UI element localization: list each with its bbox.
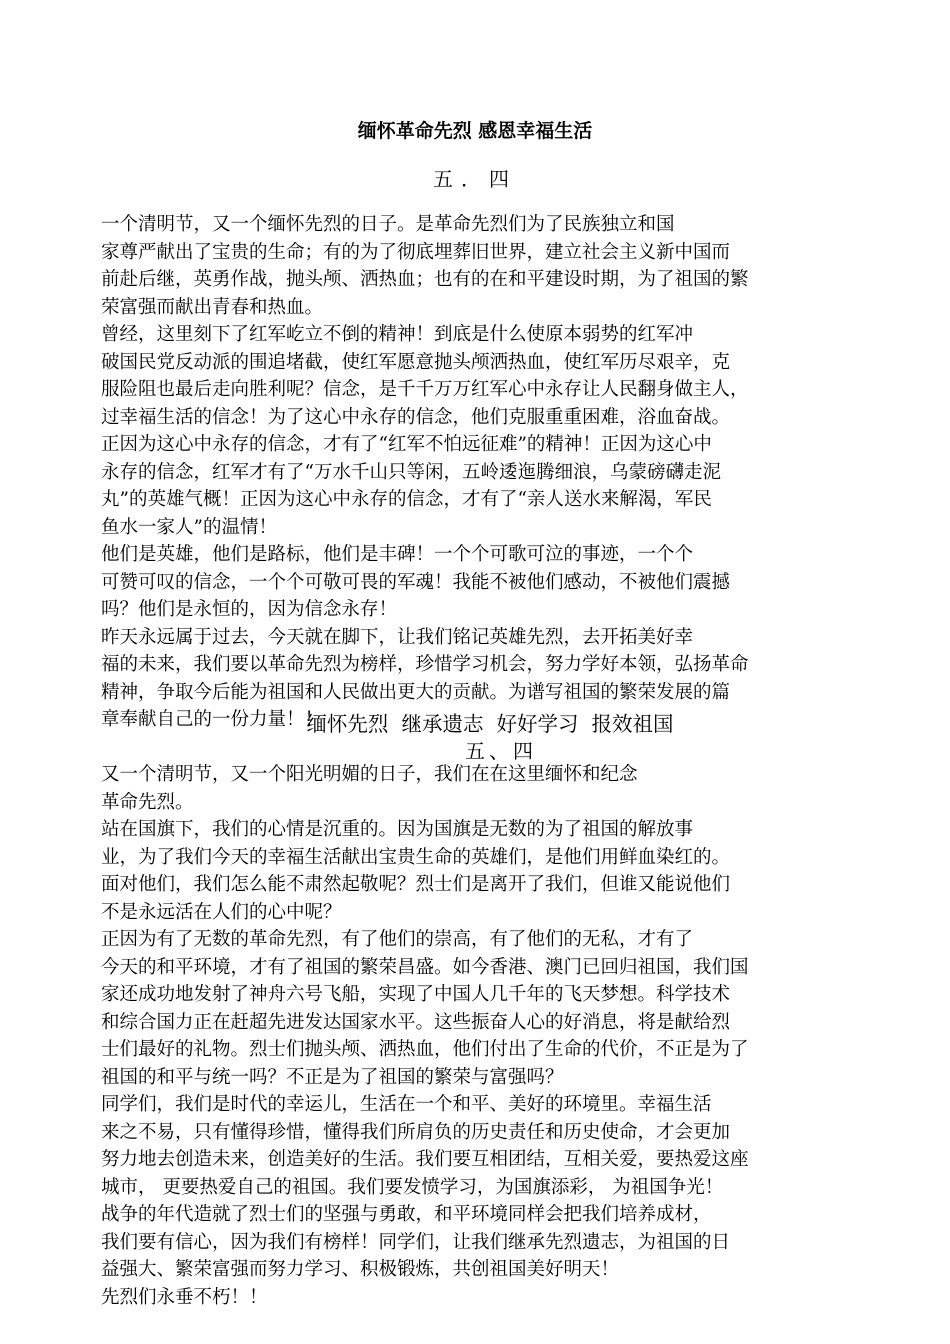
paragraph-line: 过幸福生活的信念！为了这心中永存的信念，他们克服重重困难，浴血奋战。	[101, 406, 731, 428]
paragraph-line: 同学们，我们是时代的幸运儿，生活在一个和平、美好的环境里。幸福生活	[101, 1094, 712, 1115]
paragraph-line: 先烈们永垂不朽！！	[101, 1286, 268, 1308]
paragraph-line: 家尊严献出了宝贵的生命；有的为了彻底埋葬旧世界，建立社会主义新中国而	[101, 241, 731, 263]
section1-body	[101, 211, 861, 734]
section1-subtitle: 五．四	[433, 167, 517, 191]
paragraph-line: 祖国的和平与统一吗？不正是为了祖国的繁荣与富强吗？	[101, 1066, 564, 1088]
paragraph-line: 和综合国力正在赶超先进发达国家水平。这些振奋人心的好消息，将是献给烈	[101, 1011, 731, 1033]
paragraph-line: 家还成功地发射了神舟六号飞船，实现了中国人几千年的飞天梦想。科学技术	[101, 984, 731, 1005]
paragraph-line: 不是永远活在人们的心中呢？	[101, 901, 342, 923]
section2-subtitle: 五、四	[465, 739, 537, 763]
paragraph-line: 面对他们，我们怎么能不肃然起敬呢？烈士们是离开了我们，但谁又能说他们	[101, 874, 731, 895]
paragraph-line: 鱼水一家人”的温情！	[101, 516, 277, 538]
paragraph-line: 今天的和平环境，才有了祖国的繁荣昌盛。如今香港、澳门已回归祖国，我们国	[101, 956, 749, 978]
paragraph-line: 永存的信念，红军才有了“万水千山只等闲，五岭逶迤腾细浪，乌蒙磅礴走泥	[101, 461, 721, 483]
paragraph-line: 可赞可叹的信念，一个个可敬可畏的军魂！我能不被他们感动，不被他们震撼	[101, 571, 731, 593]
paragraph-line: 来之不易，只有懂得珍惜，懂得我们所肩负的历史责任和历史使命，才会更加	[101, 1121, 731, 1143]
paragraph-line: 福的未来，我们要以革命先烈为榜样，珍惜学习机会，努力学好本领，弘扬革命	[101, 654, 749, 675]
paragraph-line: 荣富强而献出青春和热血。	[101, 296, 324, 318]
paragraph-line: 又一个清明节，又一个阳光明媚的日子，我们在在这里缅怀和纪念	[101, 764, 638, 785]
paragraph-line: 精神，争取今后能为祖国和人民做出更大的贡献。为谱写祖国的繁荣发展的篇	[101, 681, 731, 703]
paragraph-line: 益强大、繁荣富强而努力学习、积极锻炼，共创祖国美好明天！	[101, 1259, 620, 1280]
paragraph-line: 章奉献自己的一份力量！！	[101, 709, 324, 730]
paragraph-line: 他们是英雄，他们是路标，他们是丰碑！一个个可歌可泣的事迹，一个个	[101, 544, 694, 565]
paragraph-line: 正因为这心中永存的信念，才有了“红军不怕远征难”的精神！正因为这心中	[101, 434, 712, 455]
paragraph-line: 一个清明节，又一个缅怀先烈的日子。是革命先烈们为了民族独立和国	[101, 214, 675, 235]
paragraph-line: 士们最好的礼物。烈士们抛头颅、洒热血，他们付出了生命的代价，不正是为了	[101, 1039, 749, 1060]
paragraph-line: 吗？他们是永恒的，因为信念永存！	[101, 599, 398, 620]
paragraph-line: 革命先烈。	[101, 791, 194, 813]
section2-title: 缅怀先烈 继承遗志 好好学习 报效祖国	[306, 712, 674, 736]
paragraph-line: 我们要有信心，因为我们有榜样！同学们，让我们继承先烈遗志，为祖国的日	[101, 1231, 731, 1253]
paragraph-line: 曾经，这里刻下了红军屹立不倒的精神！到底是什么使原本弱势的红军冲	[101, 324, 694, 345]
paragraph-line: 服险阻也最后走向胜利呢？信念，是千千万万红军心中永存让人民翻身做主人，	[101, 379, 749, 400]
paragraph-line: 努力地去创造未来，创造美好的生活。我们要互相团结，互相关爱，要热爱这座	[101, 1149, 749, 1170]
paragraph-line: 战争的年代造就了烈士们的坚强与勇敢，和平环境同样会把我们培养成材，	[101, 1204, 712, 1225]
paragraph-line: 城市， 更要热爱自己的祖国。我们要发愤学习，为国旗添彩， 为祖国争光！	[101, 1176, 724, 1198]
section2-body	[101, 761, 861, 1311]
paragraph-line: 正因为有了无数的革命先烈，有了他们的崇高，有了他们的无私，才有了	[101, 929, 694, 950]
paragraph-line: 站在国旗下，我们的心情是沉重的。因为国旗是无数的为了祖国的解放事	[101, 819, 694, 840]
section1-title: 缅怀革命先烈 感恩幸福生活	[357, 120, 593, 142]
paragraph-line: 昨天永远属于过去，今天就在脚下，让我们铭记英雄先烈，去开拓美好幸	[101, 626, 694, 648]
paragraph-line: 前赴后继，英勇作战，抛头颅、洒热血；也有的在和平建设时期，为了祖国的繁	[101, 269, 749, 290]
paragraph-line: 破国民党反动派的围追堵截，使红军愿意抛头颅洒热血，使红军历尽艰辛，克	[101, 351, 731, 373]
paragraph-line: 丸”的英雄气概！正因为这心中永存的信念，才有了“亲人送水来解渴，军民	[101, 489, 712, 510]
paragraph-line: 业，为了我们今天的幸福生活献出宝贵生命的英雄们，是他们用鲜血染红的。	[101, 846, 731, 868]
